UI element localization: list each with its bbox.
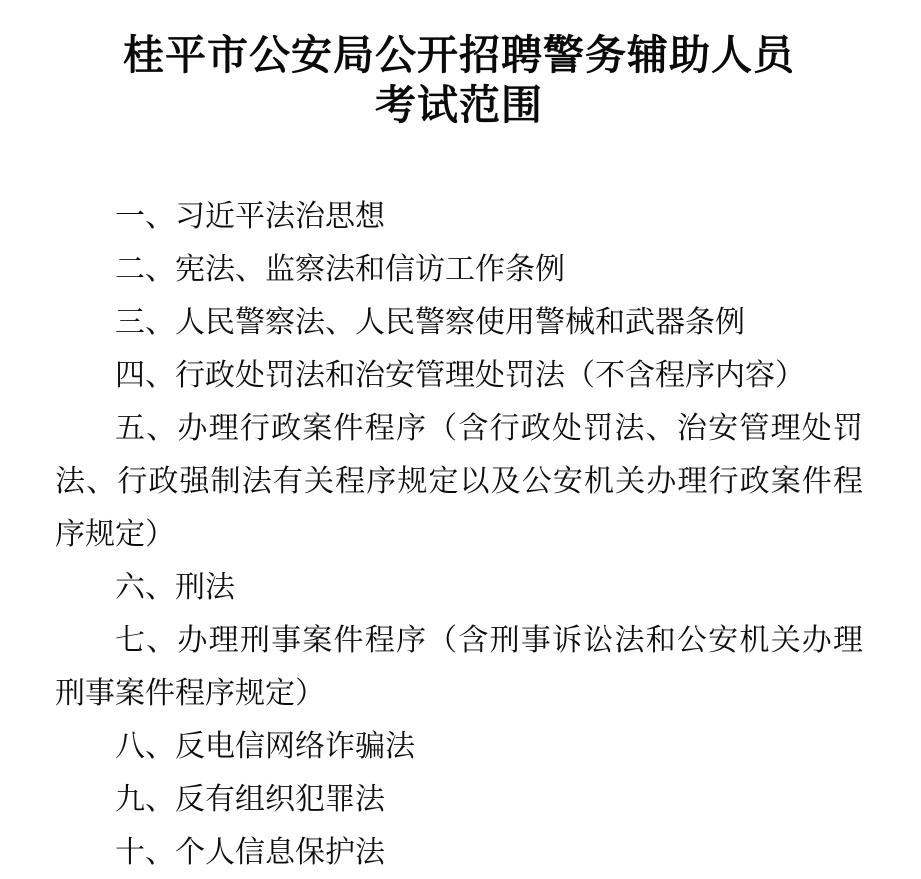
list-item: 八、反电信网络诈骗法 bbox=[115, 730, 415, 763]
list-item: 六、刑法 bbox=[115, 571, 235, 604]
list-item: 四、行政处罚法和治安管理处罚法（不含程序内容） bbox=[115, 359, 805, 392]
document-title-line-2: 考试范围 bbox=[375, 82, 543, 128]
list-item: 九、反有组织犯罪法 bbox=[115, 783, 385, 816]
list-item: 十、个人信息保护法 bbox=[115, 836, 385, 869]
list-item: 三、人民警察法、人民警察使用警械和武器条例 bbox=[115, 306, 745, 339]
document-title-line-1: 桂平市公安局公开招聘警务辅助人员 bbox=[123, 32, 795, 78]
list-item: 一、习近平法治思想 bbox=[115, 200, 385, 233]
document-title bbox=[55, 30, 863, 130]
list-item: 七、办理刑事案件程序（含刑事诉讼法和公安机关办理刑事案件程序规定） bbox=[55, 624, 863, 710]
list-item: 五、办理行政案件程序（含行政处罚法、治安管理处罚法、行政强制法有关程序规定以及公安机关办理行政案件程序规定） bbox=[55, 412, 863, 551]
list-item: 二、宪法、监察法和信访工作条例 bbox=[115, 253, 565, 286]
exam-scope-list bbox=[55, 190, 863, 879]
